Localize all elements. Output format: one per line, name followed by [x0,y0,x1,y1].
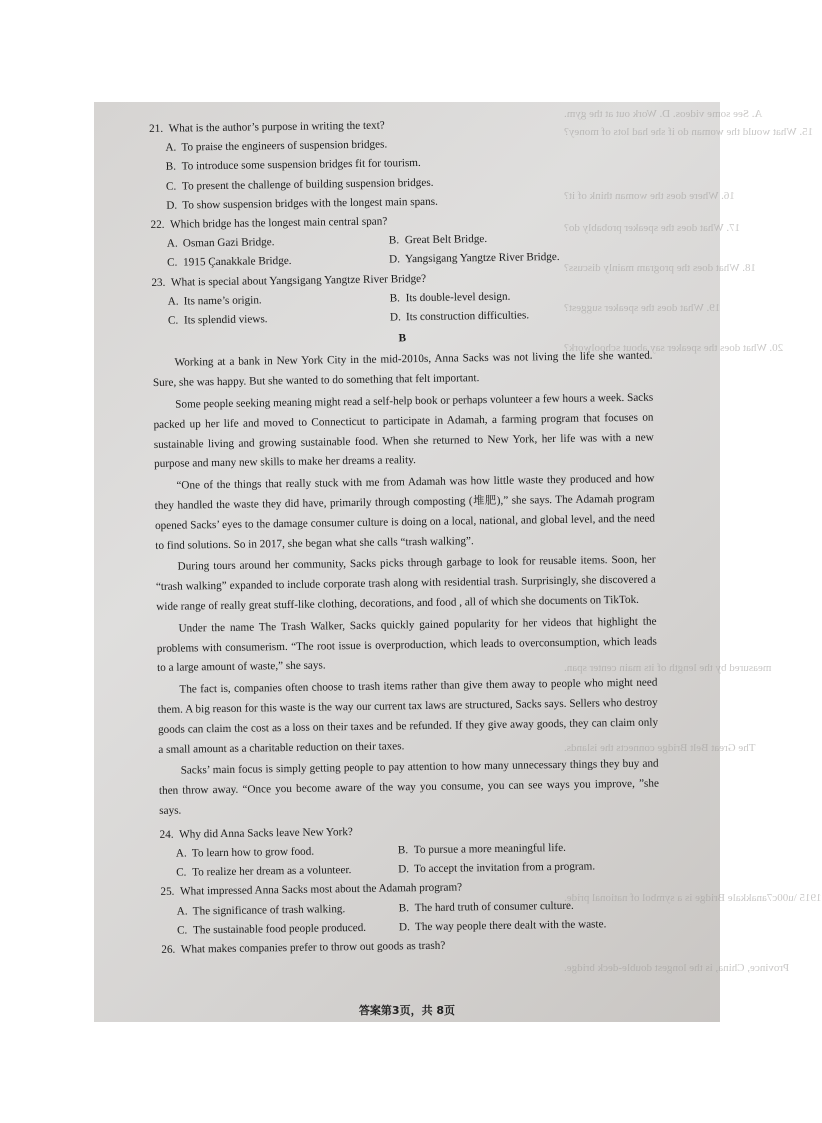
passage-paragraph: Sacks’ main focus is simply getting people to pay attention to how many unnecessary things they buy and then throw away. “Once you become aware of the way you consume, you can see ways you improve, ”she says. [158,757,659,817]
answer-option: A. Its name’s origin. [167,294,262,308]
answer-option: B. Great Belt Bridge. [388,233,488,247]
bleed-through-text: 19. What does the speaker suggest? [564,302,721,314]
question-number: 23. [151,276,166,289]
answer-option: C. Its splendid views. [167,313,268,327]
question-stem: What impressed Anna Sacks most about the Adamah program? [179,881,463,898]
question-stem: Why did Anna Sacks leave New York? [179,825,353,841]
bleed-through-text: The Great Belt Bridge connects the islands. [564,742,756,754]
passage-paragraph: The fact is, companies often choose to trash items rather than give them away to people who might need them. A big reason for this waste is the way our current tax laws are structured, Sacks says. Sellers who destroy goods can claim the cost as a loss on their taxes and be refunded. If they give away goods, they can claim only a small amount as a charitable reduction on their taxes. [157,676,659,756]
passage-paragraph: “One of the things that really stuck with me from Adamah was how little waste they produced and how they handled the waste they did have, primarily through composting (堆肥),” she says. The Adamah program opened Sacks’ eyes to the damage consumer culture is doing on a local, national, and global level, and the need to find solutions. So in 2017, she began what she calls “trash walking”. [154,472,656,552]
answer-option: A. To praise the engineers of suspension bridges. [165,138,388,154]
answer-option: A. The significance of trash walking. [176,902,346,918]
answer-option: D. Yangsigang Yangtze River Bridge. [389,251,560,266]
passage-paragraph: Under the name The Trash Walker, Sacks quickly gained popularity for her videos that highlight the problems with consumerism. “The root issue is overproduction, which leads to overconsumption, which leads to a large amount of waste,” she says. [156,615,657,675]
answer-option: A. Osman Gazi Bridge. [166,236,275,250]
question-25 [160,876,661,941]
bleed-through-text: 18. What does the program mainly discuss? [564,262,756,274]
answer-option: B. To introduce some suspension bridges fit for tourism. [165,157,421,174]
passage-paragraph: During tours around her community, Sacks picks through garbage to look for reusable items. Soon, her “trash walking” expanded to include corporate trash along with residential trash. Surprisingly, she discovered a wide range of really great stuff-like clothing, decorations, and food , all of which she documents on TikTok. [155,553,656,613]
bleed-through-text: 17. What does the speaker probably do? [564,222,741,234]
answer-option: B. To pursue a more meaningful life. [397,841,567,857]
question-number: 21. [149,122,164,135]
question-24 [159,818,660,883]
bleed-through-text: 16. Where does the woman think of it? [564,190,735,202]
bleed-through-text: 20. What does the speaker say about schoolwork? [564,342,784,354]
passage-paragraph: Working at a bank in New York City in the mid-2010s, Anna Sacks was not living the life she wanted. Sure, she was happy. But she wanted to do something that felt important. [152,349,653,390]
bleed-through-text: 1915 \u00c7anakkale Bridge is a symbol of national pride. [564,892,822,904]
answer-option: C. To present the challenge of building suspension bridges. [165,176,434,193]
page-footer: 答案第3页，共 8页 [358,1004,456,1017]
answer-option: B. Its double-level design. [389,290,511,305]
answer-option: A. To learn how to grow food. [175,845,315,860]
answer-option: D. To accept the invitation from a program. [398,860,596,876]
answer-option: D. Its construction difficulties. [389,309,530,324]
bleed-through-text: 15. What would the woman do if she had lots of money? [564,126,814,138]
question-stem: What makes companies prefer to throw out goods as trash? [180,939,446,956]
question-22 [150,209,651,274]
bleed-through-text: measured by the length of its main center span. [564,662,772,674]
answer-option: C. 1915 Çanakkale Bridge. [167,255,292,270]
answer-option: D. To show suspension bridges with the longest main spans. [166,195,438,212]
question-stem: What is the author’s purpose in writing the text? [168,119,385,135]
bleed-through-text: Province, China, is the longest double-deck bridge. [564,962,790,974]
question-number: 22. [150,218,165,232]
scanned-page-photo [94,102,822,1022]
exam-page-content [149,113,661,961]
question-23 [151,266,652,331]
passage-paragraph: Some people seeking meaning might read a self-help book or perhaps volunteer a few hours a week. Sacks packed up her life and moved to Connecticut to participate in Adamah, a farming program that focuses on sustainable living and growing sustainable food. When she returned to New York, her life was with a new purpose and many new skills to make her dreams a reality. [153,391,654,471]
answer-option: D. The way people there dealt with the waste. [398,918,607,934]
answer-option: C. To realize her dream as a volunteer. [176,864,352,879]
question-stem: Which bridge has the longest main central span? [170,215,388,231]
bleed-through-text: A. See some videos. D. Work out at the gym. [564,108,763,120]
question-number: 26. [161,943,176,956]
answer-option: C. The sustainable food people produced. [176,921,367,937]
question-21 [149,113,650,216]
answer-option: B. The hard truth of consumer culture. [398,899,574,914]
question-number: 24. [159,828,174,841]
section-heading: B [398,332,407,345]
question-stem: What is special about Yangsigang Yangtze River Bridge? [170,272,427,289]
question-number: 25. [160,886,175,899]
